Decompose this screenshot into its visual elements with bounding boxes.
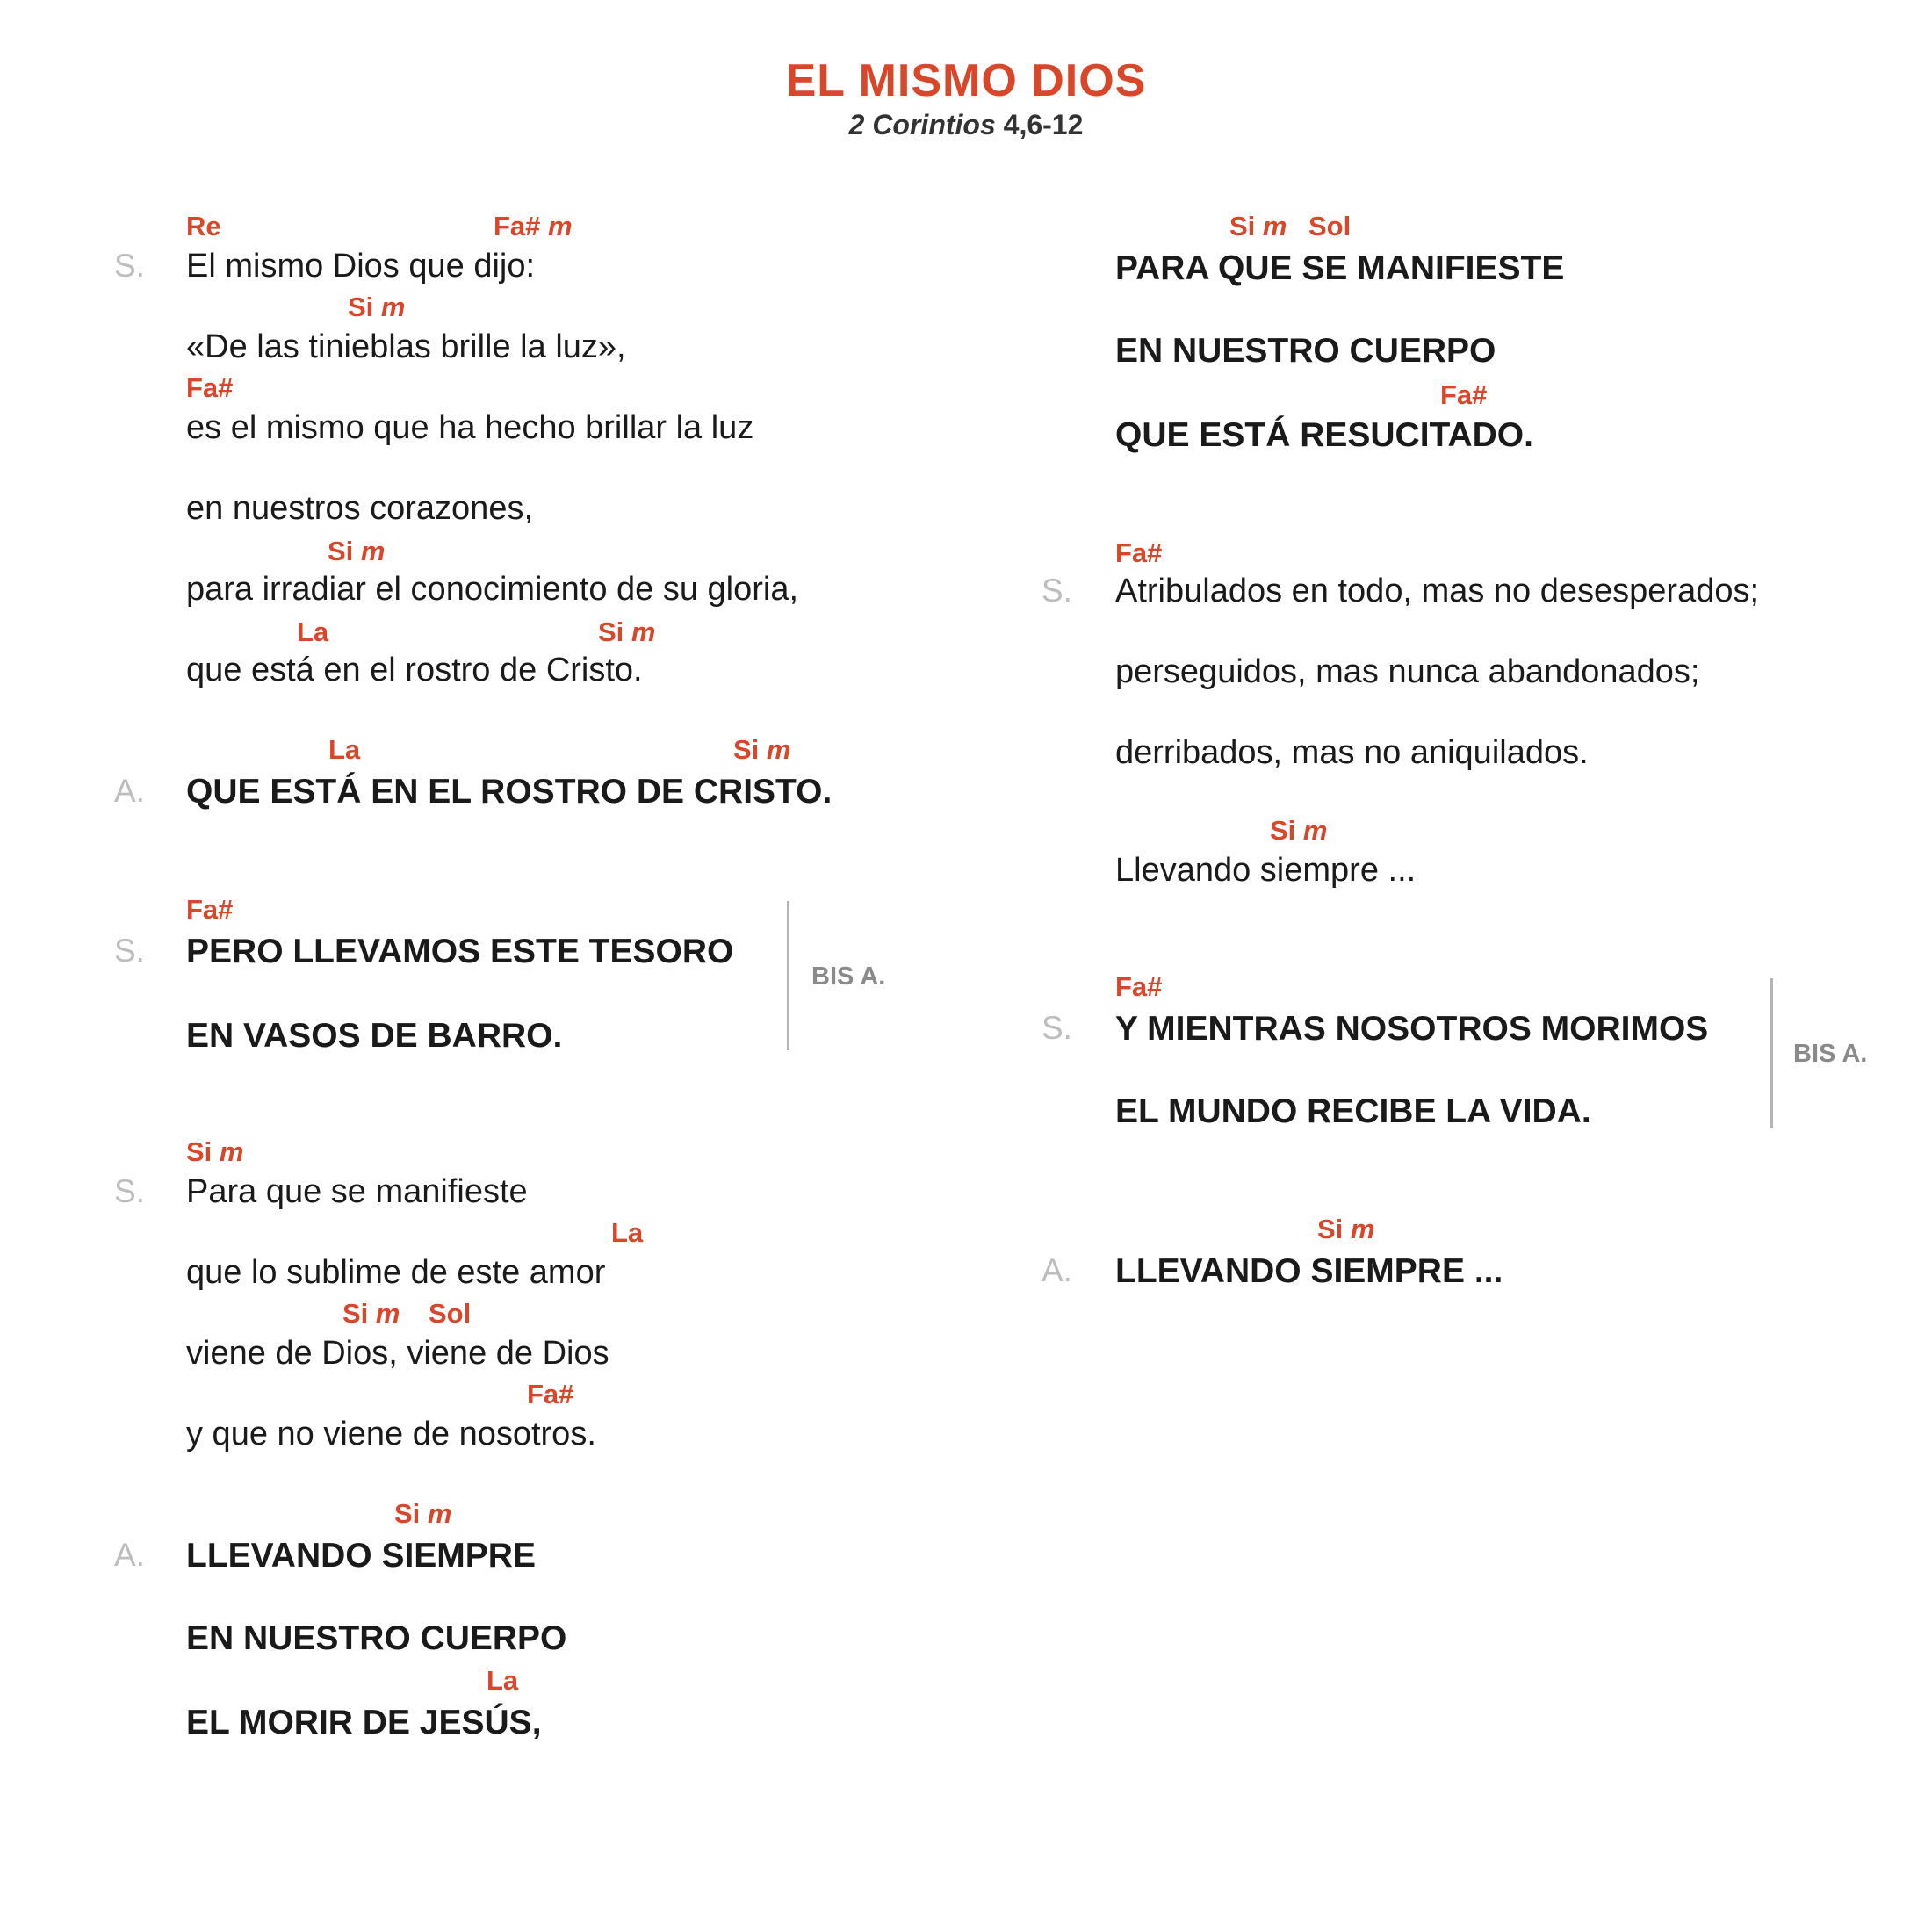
chord: Si m — [1229, 211, 1287, 242]
lyric-line: EL MUNDO RECIBE LA VIDA. — [1115, 1092, 1591, 1130]
chord: La — [611, 1217, 644, 1248]
lyric-line: viene de Dios, viene de Dios — [186, 1335, 609, 1372]
role-label: S. — [1042, 1010, 1072, 1046]
role-label: A. — [1042, 1252, 1072, 1288]
lyric-line: que lo sublime de este amor — [186, 1254, 606, 1291]
lyric-line: QUE ESTÁ RESUCITADO. — [1115, 416, 1533, 454]
lyric-line: EN NUESTRO CUERPO — [1115, 332, 1496, 370]
chord: Si m — [1270, 815, 1328, 846]
role-label: A. — [114, 773, 145, 809]
lyric-line: Para que se manifieste — [186, 1173, 528, 1210]
lyric-line: EN VASOS DE BARRO. — [186, 1017, 563, 1055]
lyric-line: QUE ESTÁ EN EL ROSTRO DE CRISTO. — [186, 773, 833, 811]
lyric-line: en nuestros corazones, — [186, 490, 534, 527]
lyric-line: PERO LLEVAMOS ESTE TESORO — [186, 933, 734, 970]
lyric-line: que está en el rostro de Cristo. — [186, 652, 643, 688]
chord: Fa# — [1440, 379, 1488, 410]
chord: Fa# — [186, 894, 234, 925]
lyric-line: para irradiar el conocimiento de su gloria, — [186, 571, 799, 608]
chord: La — [328, 734, 361, 765]
chord: Si m — [733, 734, 791, 765]
bis-label: BIS A. — [811, 962, 886, 991]
lyric-line: EN NUESTRO CUERPO — [186, 1619, 567, 1657]
scripture-book: 2 Corintios — [848, 109, 996, 141]
chord: Re — [186, 211, 221, 242]
lyric-line: Atribulados en todo, mas no desesperados; — [1115, 573, 1760, 609]
role-label: S. — [114, 933, 145, 969]
role-label: S. — [1042, 573, 1072, 609]
chord: Fa# — [1115, 971, 1163, 1002]
chord: La — [487, 1665, 519, 1696]
lyric-line: perseguidos, mas nunca abandonados; — [1115, 653, 1700, 690]
chord: Si m — [342, 1298, 400, 1329]
lyric-line: LLEVANDO SIEMPRE ... — [1115, 1252, 1503, 1290]
lyric-line: Llevando siempre ... — [1115, 852, 1417, 889]
song-title: EL MISMO DIOS — [785, 55, 1147, 106]
chord: La — [297, 616, 329, 647]
repeat-bracket — [1770, 978, 1773, 1128]
chord: Si m — [328, 536, 386, 566]
chord: Si m — [1317, 1214, 1375, 1244]
chord: Fa# — [1115, 537, 1163, 568]
chord: Si m — [348, 292, 406, 322]
role-label: S. — [114, 248, 145, 284]
repeat-bracket — [787, 901, 789, 1050]
scripture-reference — [0, 109, 1932, 141]
lyric-line: LLEVANDO SIEMPRE — [186, 1537, 536, 1575]
role-label: A. — [114, 1537, 145, 1573]
lyric-line: derribados, mas no aniquilados. — [1115, 734, 1589, 771]
lyric-line: EL MORIR DE JESÚS, — [186, 1704, 542, 1741]
lyric-line: El mismo Dios que dijo: — [186, 248, 536, 285]
chord: Fa# — [527, 1379, 574, 1409]
chord: Si m — [598, 616, 656, 647]
chord: Fa# — [186, 372, 234, 403]
chord: Sol — [1308, 211, 1352, 242]
lyric-line: Y MIENTRAS NOSOTROS MORIMOS — [1115, 1010, 1709, 1048]
chord: Fa# m — [494, 211, 573, 242]
lyric-line: PARA QUE SE MANIFIESTE — [1115, 249, 1565, 287]
bis-label: BIS A. — [1793, 1040, 1868, 1068]
chord: Si m — [394, 1498, 452, 1529]
lyric-line: y que no viene de nosotros. — [186, 1416, 596, 1453]
lyric-line: es el mismo que ha hecho brillar la luz — [186, 409, 754, 446]
scripture-verses: 4,6-12 — [1003, 109, 1084, 141]
chord: Si m — [186, 1136, 244, 1167]
chord: Sol — [429, 1298, 472, 1329]
lyric-line: «De las tinieblas brille la luz», — [186, 328, 626, 365]
role-label: S. — [114, 1173, 145, 1209]
